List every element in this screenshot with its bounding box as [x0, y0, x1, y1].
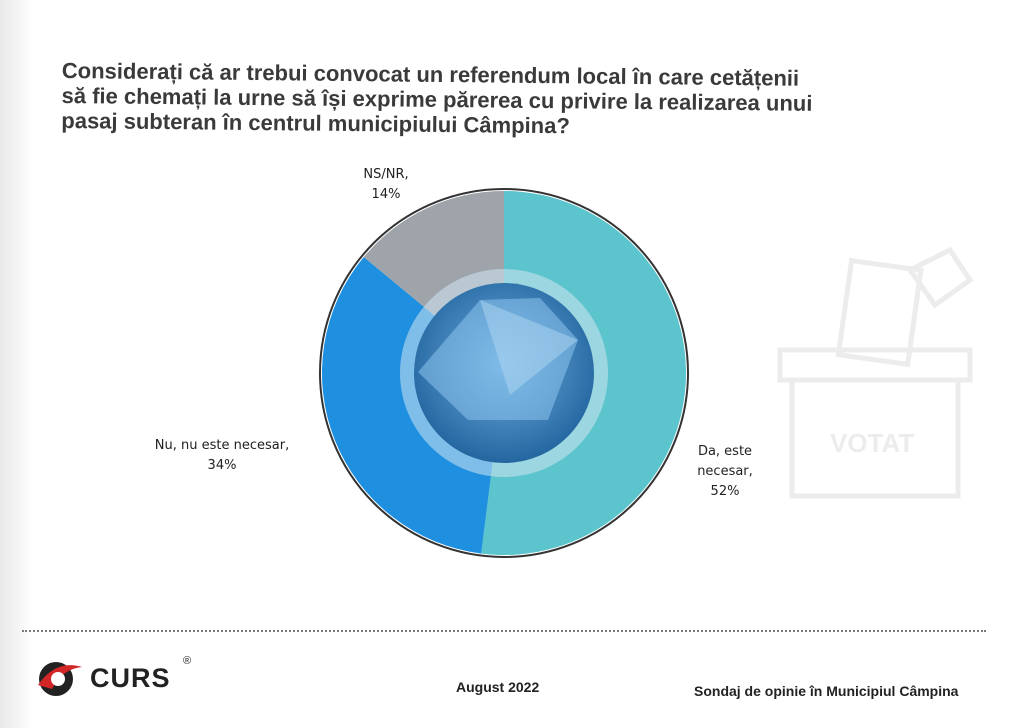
- slice-label-line: NS/NR,: [363, 167, 409, 182]
- slice-label-line: 34%: [207, 458, 237, 473]
- logo-text: CURS: [90, 663, 171, 693]
- curs-logo-icon: [32, 655, 88, 701]
- footer-divider: [22, 630, 986, 632]
- question-line: să fie chemați la urne să își exprime părerea cu privire la realizarea unui: [61, 82, 813, 116]
- registered-mark: ®: [183, 655, 192, 667]
- slice-label-line: necesar,: [697, 464, 753, 479]
- ballot-text: VOTAT: [830, 428, 915, 458]
- slice-label: [697, 444, 753, 499]
- question-line: Considerați că ar trebui convocat un referendum local în care cetățenii: [61, 58, 800, 91]
- curs-logo: [32, 655, 202, 701]
- footer-date: August 2022: [456, 679, 540, 695]
- slice-label-line: 14%: [371, 187, 401, 202]
- slice-label: [363, 167, 408, 202]
- slice-label-line: Nu, nu este necesar,: [154, 438, 290, 453]
- slice-label-line: Da, este: [697, 444, 753, 459]
- slice-label-line: 52%: [710, 484, 740, 499]
- slice-label: [155, 438, 289, 473]
- question-line: pasaj subteran în centrul municipiului Câmpina?: [61, 107, 570, 139]
- footer-survey: Sondaj de opinie în Municipiul Câmpina: [694, 683, 959, 699]
